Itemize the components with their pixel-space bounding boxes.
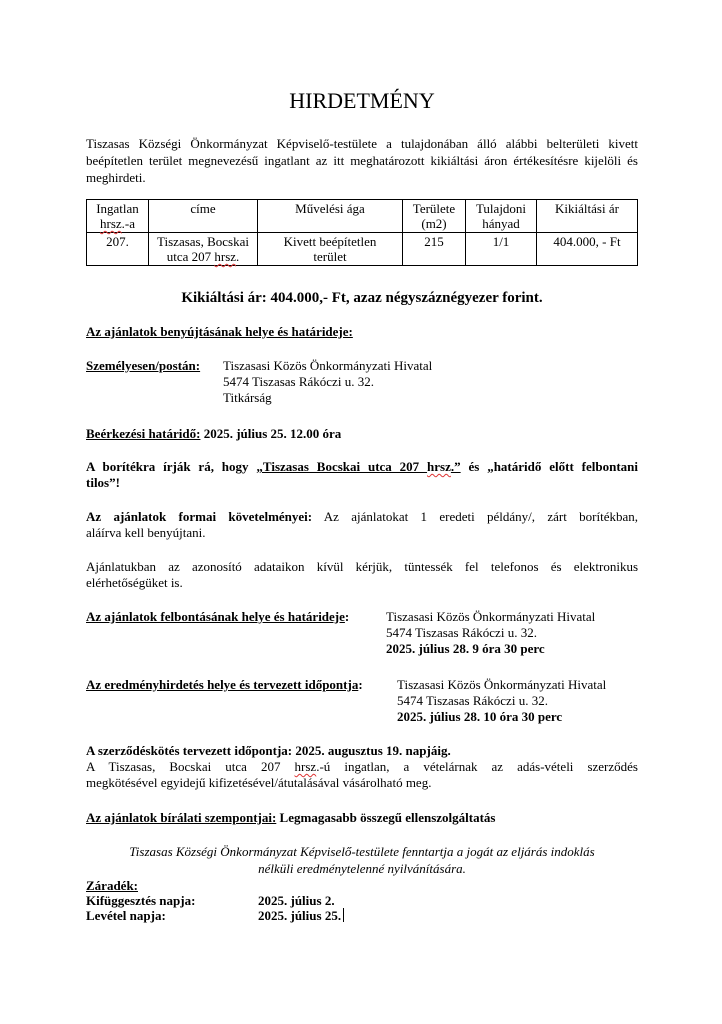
intro-paragraph: Tiszasas Községi Önkormányzat Képviselő-testülete a tulajdonában álló alábbi belterületi kivett beépítetlen terület megnevezésű ingatlant az itt meghatározott kikiáltási áron értékesítésre kijelöli és meghirdeti. — [86, 136, 638, 185]
contract-text: A Tiszasas, Bocskai utca 207 hrsz.-ú ingatlan, a vételárnak az adás-vételi szerződés megkötésével egyidejű kifizetésével/átutalásával vásárolható meg. — [86, 759, 638, 790]
deadline-line: Beérkezési határidő: 2025. július 25. 12.00 óra — [86, 426, 342, 441]
header-hrsz: Ingatlan hrsz.-a — [87, 200, 149, 233]
removed-date-row: Levétel napja: 2025. július 25. — [86, 908, 344, 923]
result-label: Az eredményhirdetés helye és tervezett időpontja: — [86, 677, 363, 692]
submission-address: Tiszasasi Közös Önkormányzati Hivatal 5474 Tiszasas Rákóczi u. 32. Titkárság — [223, 358, 433, 405]
document-title: HIRDETMÉNY — [289, 88, 435, 113]
opening-details: Tiszasasi Közös Önkormányzati Hivatal 5474 Tiszasas Rákóczi u. 32. 2025. július 28. 9 óra 30 perc — [386, 609, 596, 656]
clause-heading: Záradék: — [86, 878, 138, 893]
header-cultivation: Művelési ága — [258, 200, 403, 233]
cell-area: 215 — [403, 233, 466, 266]
reservation-note: Tiszasas Községi Önkormányzat Képviselő-testülete fenntartja a jogát az eljárás indoklás nélküli eredménytelenné nyilvánítására. — [129, 844, 595, 876]
formal-requirements: Az ajánlatok formai követelményei: Az ajánlatokat 1 eredeti példány/, zárt borítékban, aláírva kell benyújtani. — [86, 509, 638, 540]
clause-block — [86, 878, 344, 923]
envelope-instruction: A borítékra írják rá, hogy „Tiszasas Bocskai utca 207 hrsz.” és „határidő előtt felbontani tilos”! — [86, 459, 638, 490]
header-address: címe — [149, 200, 258, 233]
cell-price: 404.000, - Ft — [537, 233, 638, 266]
cell-address: Tiszasas, Bocskai utca 207 hrsz. — [149, 233, 258, 266]
header-share: Tulajdoni hányad — [466, 200, 537, 233]
submission-label: Személyesen/postán: — [86, 358, 201, 373]
contact-request: Ajánlatukban az azonosító adataikon kívül kérjük, tüntessék fel telefonos és elektronikus elérhetőségüket is. — [86, 559, 638, 590]
cell-hrsz: 207. — [87, 233, 149, 266]
contract-heading: A szerződéskötés tervezett időpontja: 2025. augusztus 19. napjáig. — [86, 743, 451, 758]
evaluation-line: Az ajánlatok bírálati szempontjai: Legmagasabb összegű ellenszolgáltatás — [86, 810, 496, 825]
posted-date-row: Kifüggesztés napja: 2025. július 2. — [86, 893, 335, 908]
cell-cultivation: Kivett beépítetlen terület — [258, 233, 403, 266]
opening-label: Az ajánlatok felbontásának helye és határideje: — [86, 609, 350, 624]
header-price: Kikiáltási ár — [537, 200, 638, 233]
header-area: Területe (m2) — [403, 200, 466, 233]
asking-price-line: Kikiáltási ár: 404.000,- Ft, azaz négyszáznégyezer forint. — [181, 290, 543, 306]
table-header-row — [87, 200, 638, 233]
cell-share: 1/1 — [466, 233, 537, 266]
submission-heading: Az ajánlatok benyújtásának helye és határideje: — [86, 324, 353, 339]
result-details: Tiszasasi Közös Önkormányzati Hivatal 5474 Tiszasas Rákóczi u. 32. 2025. július 28. 10 óra 30 perc — [397, 677, 607, 724]
text-cursor — [343, 908, 344, 922]
table-row — [87, 233, 638, 266]
property-table — [86, 199, 638, 266]
